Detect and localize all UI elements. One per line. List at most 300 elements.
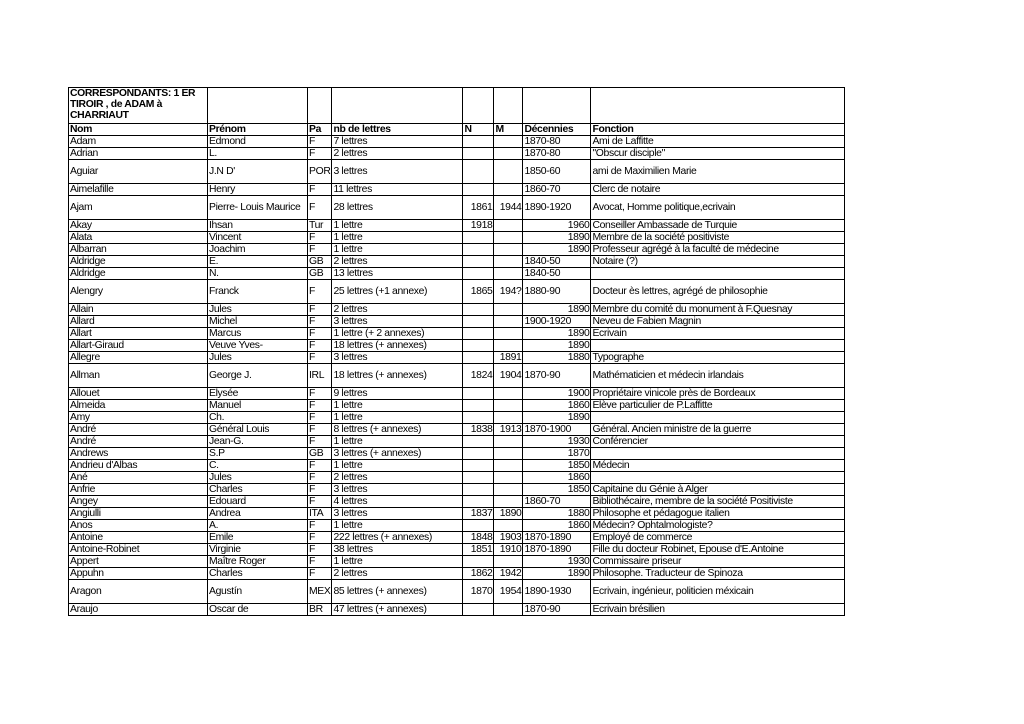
- prenom-cell: Jules: [208, 472, 308, 484]
- decennies-cell: 1890-1920: [523, 196, 591, 220]
- table-row: [69, 280, 845, 304]
- pays-cell: F: [308, 316, 332, 328]
- prenom-cell: Andrea: [208, 508, 308, 520]
- mort-cell: [494, 148, 523, 160]
- nb-lettres-cell: 2 lettres: [332, 304, 463, 316]
- nb-lettres-cell: 3 lettres: [332, 508, 463, 520]
- mort-cell: [494, 388, 523, 400]
- fonction-cell: Conférencier: [591, 436, 845, 448]
- pays-cell: F: [308, 544, 332, 556]
- naissance-cell: [463, 184, 494, 196]
- pays-cell: POR: [308, 160, 332, 184]
- naissance-cell: [463, 352, 494, 364]
- pays-cell: F: [308, 412, 332, 424]
- empty-cell: [463, 88, 494, 124]
- table-row: [69, 604, 845, 616]
- nb-lettres-cell: 18 lettres (+ annexes): [332, 364, 463, 388]
- naissance-cell: [463, 472, 494, 484]
- prenom-cell: Jules: [208, 304, 308, 316]
- nom-cell: Allard: [69, 316, 208, 328]
- nom-cell: Allman: [69, 364, 208, 388]
- nom-cell: Alata: [69, 232, 208, 244]
- nom-cell: Adam: [69, 136, 208, 148]
- fonction-cell: Philosophe. Traducteur de Spinoza: [591, 568, 845, 580]
- fonction-cell: Ecrivain: [591, 328, 845, 340]
- nom-cell: Allouet: [69, 388, 208, 400]
- fonction-cell: Ecrivain, ingénieur, politicien méxicain: [591, 580, 845, 604]
- correspondents-table: [68, 87, 845, 616]
- pays-cell: GB: [308, 268, 332, 280]
- naissance-cell: [463, 484, 494, 496]
- mort-cell: [494, 328, 523, 340]
- nom-cell: Almeida: [69, 400, 208, 412]
- pays-cell: F: [308, 232, 332, 244]
- nom-cell: Angiulli: [69, 508, 208, 520]
- table-row: [69, 412, 845, 424]
- naissance-cell: 1862: [463, 568, 494, 580]
- pays-cell: F: [308, 388, 332, 400]
- nom-cell: Appert: [69, 556, 208, 568]
- decennies-cell: 1850-60: [523, 160, 591, 184]
- naissance-cell: [463, 316, 494, 328]
- pays-cell: F: [308, 568, 332, 580]
- pays-cell: F: [308, 556, 332, 568]
- table-row: [69, 568, 845, 580]
- naissance-cell: [463, 400, 494, 412]
- naissance-cell: [463, 436, 494, 448]
- pays-cell: F: [308, 496, 332, 508]
- naissance-cell: [463, 604, 494, 616]
- nb-lettres-cell: 2 lettres: [332, 568, 463, 580]
- mort-cell: [494, 340, 523, 352]
- nom-cell: Andrews: [69, 448, 208, 460]
- fonction-cell: Docteur ès lettres, agrégé de philosophie: [591, 280, 845, 304]
- nb-lettres-cell: 2 lettres: [332, 148, 463, 160]
- nom-cell: Andrieu d'Albas: [69, 460, 208, 472]
- column-header-nom: Nom: [69, 124, 208, 136]
- table-row: [69, 304, 845, 316]
- table-row: [69, 532, 845, 544]
- pays-cell: F: [308, 280, 332, 304]
- prenom-cell: Veuve Yves-: [208, 340, 308, 352]
- table-row: [69, 580, 845, 604]
- mort-cell: 1913: [494, 424, 523, 436]
- prenom-cell: Emile: [208, 532, 308, 544]
- decennies-cell: 1870-1900: [523, 424, 591, 436]
- pays-cell: BR: [308, 604, 332, 616]
- decennies-cell: 1930: [523, 556, 591, 568]
- fonction-cell: Neveu de Fabien Magnin: [591, 316, 845, 328]
- pays-cell: F: [308, 184, 332, 196]
- empty-cell: [208, 88, 308, 124]
- naissance-cell: [463, 388, 494, 400]
- mort-cell: 1890: [494, 508, 523, 520]
- decennies-cell: 1890: [523, 340, 591, 352]
- nb-lettres-cell: 1 lettre: [332, 412, 463, 424]
- nom-cell: Ané: [69, 472, 208, 484]
- mort-cell: [494, 436, 523, 448]
- table-row: [69, 508, 845, 520]
- pays-cell: Tur: [308, 220, 332, 232]
- fonction-cell: Général. Ancien ministre de la guerre: [591, 424, 845, 436]
- naissance-cell: [463, 460, 494, 472]
- nb-lettres-cell: 85 lettres (+ annexes): [332, 580, 463, 604]
- mort-cell: [494, 220, 523, 232]
- mort-cell: 1942: [494, 568, 523, 580]
- nb-lettres-cell: 1 lettre (+ 2 annexes): [332, 328, 463, 340]
- decennies-cell: 1890: [523, 244, 591, 256]
- naissance-cell: [463, 136, 494, 148]
- fonction-cell: Bibliothécaire, membre de la société Positiviste: [591, 496, 845, 508]
- fonction-cell: ami de Maximilien Marie: [591, 160, 845, 184]
- nom-cell: Allain: [69, 304, 208, 316]
- table-row: [69, 136, 845, 148]
- naissance-cell: [463, 448, 494, 460]
- table-row: [69, 496, 845, 508]
- decennies-cell: 1900: [523, 388, 591, 400]
- nb-lettres-cell: 38 lettres: [332, 544, 463, 556]
- prenom-cell: Ch.: [208, 412, 308, 424]
- empty-cell: [523, 88, 591, 124]
- pays-cell: GB: [308, 256, 332, 268]
- prenom-cell: Jules: [208, 352, 308, 364]
- table-row: [69, 220, 845, 232]
- prenom-cell: Maître Roger: [208, 556, 308, 568]
- fonction-cell: Conseiller Ambassade de Turquie: [591, 220, 845, 232]
- table-row: [69, 364, 845, 388]
- table-row: [69, 556, 845, 568]
- table-row: [69, 400, 845, 412]
- nom-cell: Araujo: [69, 604, 208, 616]
- column-header-fonction: Fonction: [591, 124, 845, 136]
- table-row: [69, 544, 845, 556]
- fonction-cell: Clerc de notaire: [591, 184, 845, 196]
- naissance-cell: [463, 232, 494, 244]
- naissance-cell: [463, 412, 494, 424]
- decennies-cell: 1870-80: [523, 148, 591, 160]
- pays-cell: F: [308, 340, 332, 352]
- prenom-cell: N.: [208, 268, 308, 280]
- nb-lettres-cell: 2 lettres: [332, 256, 463, 268]
- nb-lettres-cell: 18 lettres (+ annexes): [332, 340, 463, 352]
- mort-cell: [494, 160, 523, 184]
- table-row: [69, 244, 845, 256]
- pays-cell: F: [308, 436, 332, 448]
- mort-cell: 1891: [494, 352, 523, 364]
- nb-lettres-cell: 3 lettres: [332, 160, 463, 184]
- nom-cell: Allegre: [69, 352, 208, 364]
- prenom-cell: Elysée: [208, 388, 308, 400]
- decennies-cell: 1860: [523, 400, 591, 412]
- pays-cell: F: [308, 196, 332, 220]
- mort-cell: [494, 232, 523, 244]
- naissance-cell: 1865: [463, 280, 494, 304]
- fonction-cell: Mathématicien et médecin irlandais: [591, 364, 845, 388]
- nb-lettres-cell: 8 lettres (+ annexes): [332, 424, 463, 436]
- naissance-cell: 1851: [463, 544, 494, 556]
- nom-cell: André: [69, 424, 208, 436]
- nom-cell: Aragon: [69, 580, 208, 604]
- fonction-cell: Membre du comité du monument à F.Quesnay: [591, 304, 845, 316]
- fonction-cell: [591, 448, 845, 460]
- nom-cell: Angey: [69, 496, 208, 508]
- prenom-cell: Vincent: [208, 232, 308, 244]
- nom-cell: Aldridge: [69, 268, 208, 280]
- prenom-cell: Général Louis: [208, 424, 308, 436]
- mort-cell: 1944: [494, 196, 523, 220]
- naissance-cell: 1824: [463, 364, 494, 388]
- prenom-cell: E.: [208, 256, 308, 268]
- pays-cell: F: [308, 460, 332, 472]
- fonction-cell: Médecin? Ophtalmologiste?: [591, 520, 845, 532]
- nb-lettres-cell: 1 lettre: [332, 460, 463, 472]
- decennies-cell: 1850: [523, 460, 591, 472]
- column-header-prenom: Prénom: [208, 124, 308, 136]
- pays-cell: MEX: [308, 580, 332, 604]
- prenom-cell: Edouard: [208, 496, 308, 508]
- nb-lettres-cell: 7 lettres: [332, 136, 463, 148]
- decennies-cell: 1880: [523, 352, 591, 364]
- mort-cell: [494, 604, 523, 616]
- prenom-cell: Joachim: [208, 244, 308, 256]
- pays-cell: F: [308, 244, 332, 256]
- column-header-nb-lettres: nb de lettres: [332, 124, 463, 136]
- nb-lettres-cell: 222 lettres (+ annexes): [332, 532, 463, 544]
- nom-cell: Anfrie: [69, 484, 208, 496]
- mort-cell: 1904: [494, 364, 523, 388]
- mort-cell: [494, 244, 523, 256]
- fonction-cell: [591, 340, 845, 352]
- table-row: [69, 388, 845, 400]
- decennies-cell: 1870-80: [523, 136, 591, 148]
- naissance-cell: [463, 328, 494, 340]
- header-row: [69, 124, 845, 136]
- fonction-cell: Commissaire priseur: [591, 556, 845, 568]
- pays-cell: F: [308, 304, 332, 316]
- nom-cell: Amy: [69, 412, 208, 424]
- pays-cell: F: [308, 424, 332, 436]
- naissance-cell: [463, 556, 494, 568]
- table-row: [69, 256, 845, 268]
- prenom-cell: J.N D': [208, 160, 308, 184]
- mort-cell: [494, 556, 523, 568]
- table-row: [69, 184, 845, 196]
- naissance-cell: 1870: [463, 580, 494, 604]
- decennies-cell: 1870: [523, 448, 591, 460]
- nom-cell: Antoine: [69, 532, 208, 544]
- naissance-cell: [463, 268, 494, 280]
- nb-lettres-cell: 1 lettre: [332, 400, 463, 412]
- nb-lettres-cell: 25 lettres (+1 annexe): [332, 280, 463, 304]
- mort-cell: [494, 400, 523, 412]
- fonction-cell: Membre de la société positiviste: [591, 232, 845, 244]
- table-row: [69, 352, 845, 364]
- nom-cell: Appuhn: [69, 568, 208, 580]
- pays-cell: F: [308, 328, 332, 340]
- naissance-cell: 1918: [463, 220, 494, 232]
- nb-lettres-cell: 3 lettres (+ annexes): [332, 448, 463, 460]
- pays-cell: F: [308, 148, 332, 160]
- decennies-cell: 1900-1920: [523, 316, 591, 328]
- mort-cell: [494, 316, 523, 328]
- empty-cell: [308, 88, 332, 124]
- mort-cell: [494, 472, 523, 484]
- nom-cell: Akay: [69, 220, 208, 232]
- fonction-cell: Elève particulier de P.Laffitte: [591, 400, 845, 412]
- mort-cell: [494, 448, 523, 460]
- column-header-mort: M: [494, 124, 523, 136]
- naissance-cell: [463, 244, 494, 256]
- decennies-cell: 1890: [523, 304, 591, 316]
- pays-cell: F: [308, 472, 332, 484]
- table-row: [69, 268, 845, 280]
- prenom-cell: Charles: [208, 568, 308, 580]
- table-row: [69, 160, 845, 184]
- pays-cell: F: [308, 520, 332, 532]
- decennies-cell: 1870-90: [523, 604, 591, 616]
- title-row: [69, 88, 845, 124]
- column-header-decennies: Décennies: [523, 124, 591, 136]
- mort-cell: [494, 484, 523, 496]
- table-row: [69, 472, 845, 484]
- pays-cell: F: [308, 484, 332, 496]
- nb-lettres-cell: 11 lettres: [332, 184, 463, 196]
- nom-cell: Allart-Giraud: [69, 340, 208, 352]
- fonction-cell: Notaire (?): [591, 256, 845, 268]
- nom-cell: André: [69, 436, 208, 448]
- mort-cell: 1910: [494, 544, 523, 556]
- decennies-cell: 1870-1890: [523, 532, 591, 544]
- prenom-cell: Charles: [208, 484, 308, 496]
- mort-cell: [494, 184, 523, 196]
- nom-cell: Ajam: [69, 196, 208, 220]
- mort-cell: [494, 412, 523, 424]
- naissance-cell: 1838: [463, 424, 494, 436]
- decennies-cell: 1880-90: [523, 280, 591, 304]
- nb-lettres-cell: 1 lettre: [332, 436, 463, 448]
- prenom-cell: L.: [208, 148, 308, 160]
- table-row: [69, 196, 845, 220]
- nb-lettres-cell: 3 lettres: [332, 352, 463, 364]
- nb-lettres-cell: 3 lettres: [332, 316, 463, 328]
- table-row: [69, 340, 845, 352]
- pays-cell: F: [308, 136, 332, 148]
- decennies-cell: 1870-1890: [523, 544, 591, 556]
- prenom-cell: Jean-G.: [208, 436, 308, 448]
- pays-cell: F: [308, 400, 332, 412]
- sheet-title: CORRESPONDANTS: 1 ER TIROIR , de ADAM à CHARRIAUT: [69, 88, 208, 124]
- prenom-cell: Pierre- Louis Maurice: [208, 196, 308, 220]
- prenom-cell: C.: [208, 460, 308, 472]
- pays-cell: GB: [308, 448, 332, 460]
- pays-cell: ITA: [308, 508, 332, 520]
- fonction-cell: Capitaine du Génie à Alger: [591, 484, 845, 496]
- empty-cell: [591, 88, 845, 124]
- nom-cell: Alengry: [69, 280, 208, 304]
- fonction-cell: [591, 268, 845, 280]
- column-header-pays: Pa: [308, 124, 332, 136]
- decennies-cell: 1840-50: [523, 268, 591, 280]
- nom-cell: Allart: [69, 328, 208, 340]
- decennies-cell: 1870-90: [523, 364, 591, 388]
- naissance-cell: [463, 520, 494, 532]
- table-row: [69, 460, 845, 472]
- prenom-cell: Agustín: [208, 580, 308, 604]
- mort-cell: 1903: [494, 532, 523, 544]
- fonction-cell: [591, 472, 845, 484]
- nom-cell: Anos: [69, 520, 208, 532]
- prenom-cell: S.P: [208, 448, 308, 460]
- prenom-cell: Edmond: [208, 136, 308, 148]
- decennies-cell: 1890: [523, 232, 591, 244]
- nom-cell: Aldridge: [69, 256, 208, 268]
- naissance-cell: 1848: [463, 532, 494, 544]
- nom-cell: Antoine-Robinet: [69, 544, 208, 556]
- nb-lettres-cell: 1 lettre: [332, 520, 463, 532]
- decennies-cell: 1840-50: [523, 256, 591, 268]
- prenom-cell: Manuel: [208, 400, 308, 412]
- decennies-cell: 1890: [523, 412, 591, 424]
- fonction-cell: Philosophe et pédagogue italien: [591, 508, 845, 520]
- mort-cell: [494, 136, 523, 148]
- prenom-cell: A.: [208, 520, 308, 532]
- table-row: [69, 328, 845, 340]
- decennies-cell: 1860-70: [523, 184, 591, 196]
- nb-lettres-cell: 28 lettres: [332, 196, 463, 220]
- table-row: [69, 520, 845, 532]
- table-row: [69, 148, 845, 160]
- naissance-cell: [463, 340, 494, 352]
- column-header-naissance: N: [463, 124, 494, 136]
- decennies-cell: 1860: [523, 520, 591, 532]
- nb-lettres-cell: 47 lettres (+ annexes): [332, 604, 463, 616]
- nb-lettres-cell: 13 lettres: [332, 268, 463, 280]
- naissance-cell: [463, 160, 494, 184]
- nb-lettres-cell: 2 lettres: [332, 472, 463, 484]
- fonction-cell: Employé de commerce: [591, 532, 845, 544]
- fonction-cell: Typographe: [591, 352, 845, 364]
- fonction-cell: "Obscur disciple": [591, 148, 845, 160]
- prenom-cell: Henry: [208, 184, 308, 196]
- table-row: [69, 436, 845, 448]
- table-row: [69, 484, 845, 496]
- table-row: [69, 316, 845, 328]
- decennies-cell: 1930: [523, 436, 591, 448]
- decennies-cell: 1890: [523, 568, 591, 580]
- prenom-cell: Virginie: [208, 544, 308, 556]
- decennies-cell: 1880: [523, 508, 591, 520]
- pays-cell: IRL: [308, 364, 332, 388]
- nb-lettres-cell: 1 lettre: [332, 232, 463, 244]
- fonction-cell: Propriétaire vinicole près de Bordeaux: [591, 388, 845, 400]
- nb-lettres-cell: 9 lettres: [332, 388, 463, 400]
- mort-cell: [494, 268, 523, 280]
- decennies-cell: 1890-1930: [523, 580, 591, 604]
- mort-cell: [494, 304, 523, 316]
- mort-cell: [494, 520, 523, 532]
- naissance-cell: [463, 304, 494, 316]
- pays-cell: F: [308, 352, 332, 364]
- fonction-cell: Ami de Laffitte: [591, 136, 845, 148]
- pays-cell: F: [308, 532, 332, 544]
- mort-cell: 1954: [494, 580, 523, 604]
- prenom-cell: Michel: [208, 316, 308, 328]
- fonction-cell: Avocat, Homme politique,ecrivain: [591, 196, 845, 220]
- table-row: [69, 424, 845, 436]
- decennies-cell: 1890: [523, 328, 591, 340]
- decennies-cell: 1850: [523, 484, 591, 496]
- decennies-cell: 1860-70: [523, 496, 591, 508]
